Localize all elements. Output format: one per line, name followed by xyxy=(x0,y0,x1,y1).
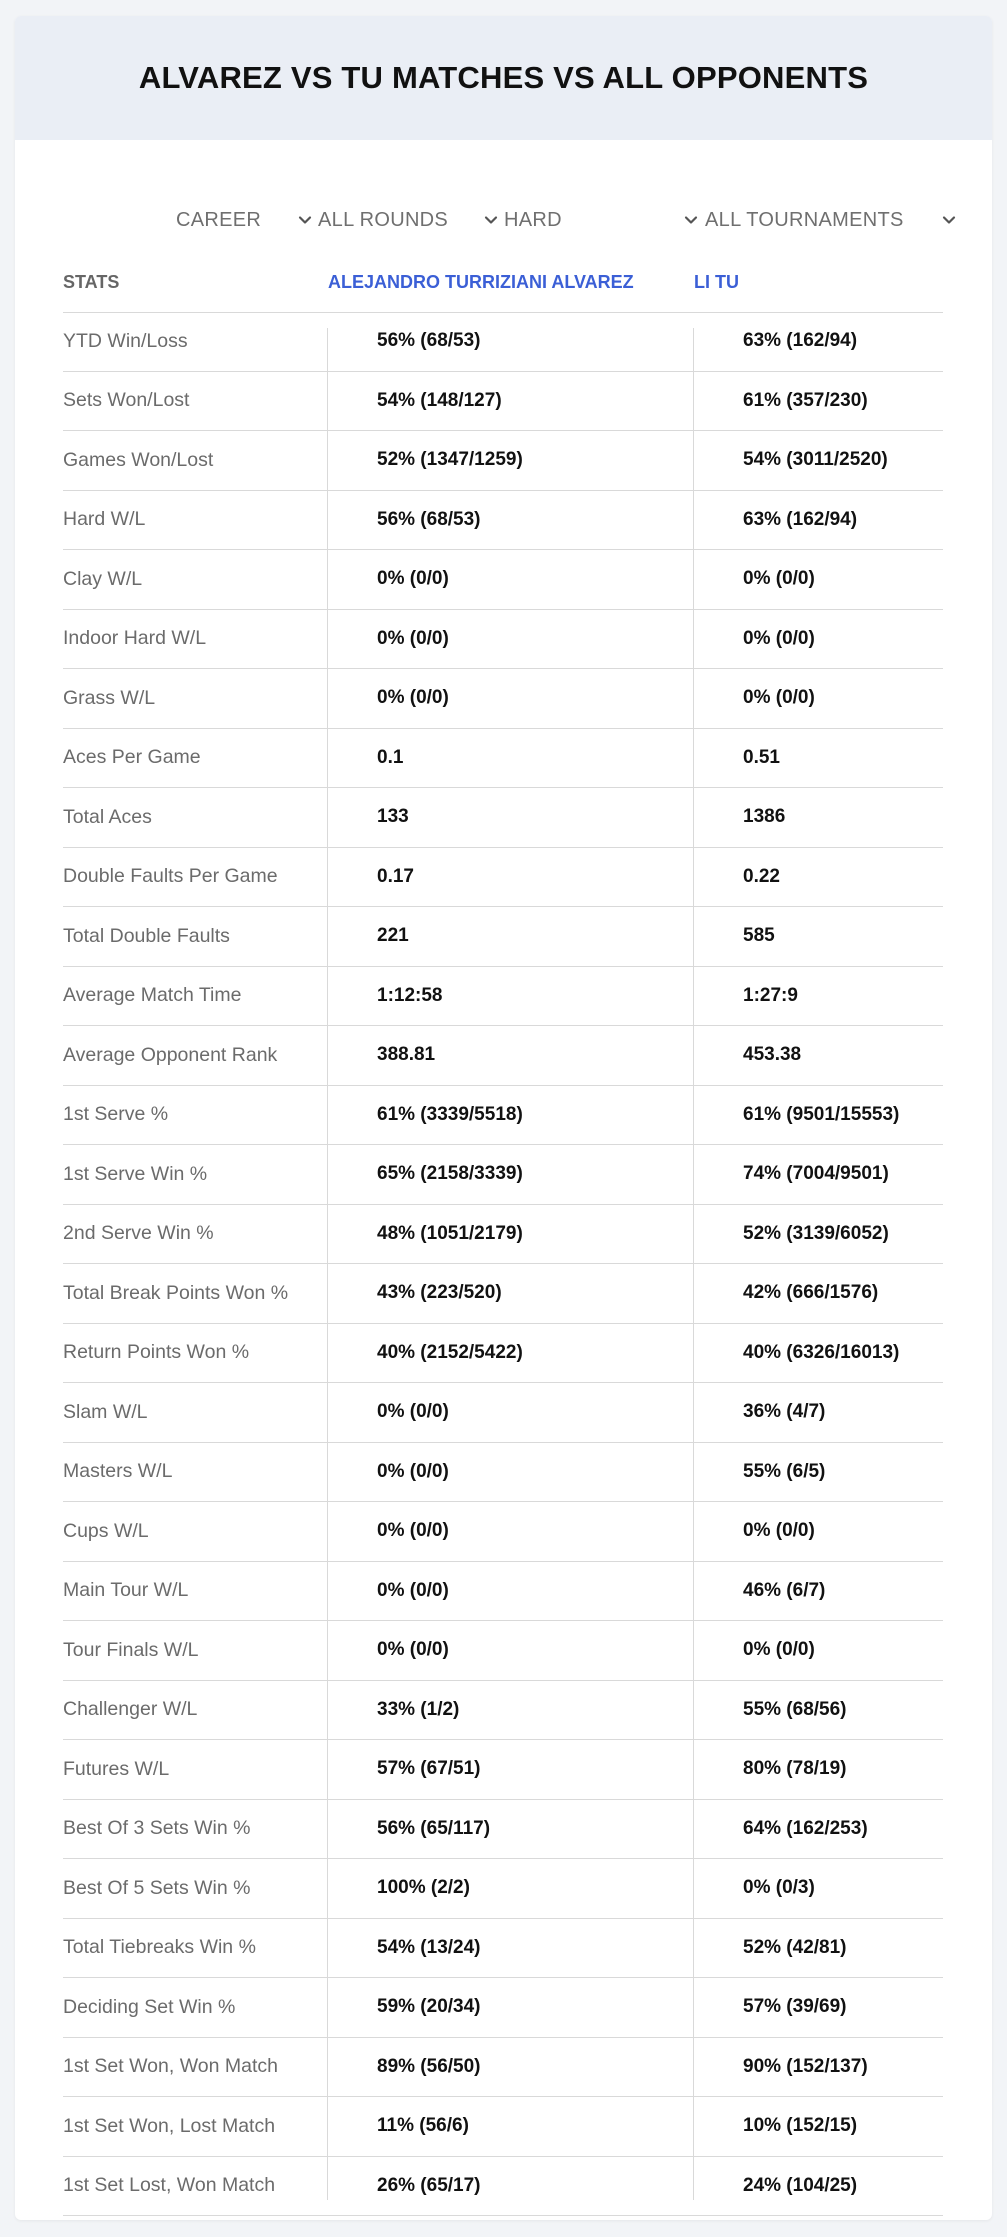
stat-label: Return Points Won % xyxy=(63,1341,250,1364)
player2-value: 0% (0/0) xyxy=(743,1520,815,1542)
table-row xyxy=(63,1026,943,1086)
player2-value: 24% (104/25) xyxy=(743,2174,858,2196)
stat-label: Masters W/L xyxy=(63,1460,173,1483)
table-row xyxy=(63,372,943,432)
table-row xyxy=(63,1502,943,1562)
stat-label: Aces Per Game xyxy=(63,746,201,769)
player1-value: 0% (0/0) xyxy=(377,1639,449,1661)
player2-value: 1:27:9 xyxy=(743,984,798,1006)
player2-value: 46% (6/7) xyxy=(743,1579,826,1601)
table-row xyxy=(63,1205,943,1265)
table-row xyxy=(63,2038,943,2098)
player2-value: 453.38 xyxy=(743,1044,802,1066)
table-header xyxy=(63,252,943,313)
player1-value: 133 xyxy=(377,806,409,828)
chevron-down-icon xyxy=(683,212,699,228)
player1-value: 40% (2152/5422) xyxy=(377,1341,523,1363)
filter-bar xyxy=(15,192,992,248)
tournaments-filter-value: ALL TOURNAMENTS xyxy=(705,208,904,231)
stat-label: Deciding Set Win % xyxy=(63,1995,236,2018)
stat-label: Double Faults Per Game xyxy=(63,865,278,888)
player1-value: 11% (56/6) xyxy=(377,2115,469,2137)
table-row xyxy=(63,1324,943,1384)
player1-name-link[interactable]: ALEJANDRO TURRIZIANI ALVAREZ xyxy=(328,272,634,292)
surface-filter-value: HARD xyxy=(504,208,562,231)
player2-value: 64% (162/253) xyxy=(743,1817,868,1839)
table-row xyxy=(63,610,943,670)
tournaments-filter-select[interactable] xyxy=(705,192,957,248)
chevron-down-icon xyxy=(297,212,313,228)
player1-value: 0% (0/0) xyxy=(377,1520,449,1542)
player1-value: 52% (1347/1259) xyxy=(377,449,523,471)
table-row xyxy=(63,1264,943,1324)
player1-value: 0.17 xyxy=(377,865,414,887)
table-row xyxy=(63,1681,943,1741)
table-row xyxy=(63,848,943,908)
player2-value: 0% (0/0) xyxy=(743,568,815,590)
stat-label: Slam W/L xyxy=(63,1400,148,1423)
stat-label: Average Match Time xyxy=(63,984,242,1007)
player1-value: 65% (2158/3339) xyxy=(377,1163,523,1185)
stat-label: Total Break Points Won % xyxy=(63,1281,289,1304)
player2-value: 0.51 xyxy=(743,746,780,768)
table-row xyxy=(63,312,943,372)
player2-value: 52% (42/81) xyxy=(743,1936,847,1958)
career-filter-select[interactable] xyxy=(176,192,313,248)
player2-value: 1386 xyxy=(743,806,786,828)
player2-value: 40% (6326/16013) xyxy=(743,1341,900,1363)
player1-value: 56% (65/117) xyxy=(377,1817,491,1839)
stats-card xyxy=(15,16,992,2220)
stat-label: Grass W/L xyxy=(63,686,156,709)
player1-value: 100% (2/2) xyxy=(377,1877,470,1899)
player1-value: 0% (0/0) xyxy=(377,687,449,709)
player2-value: 61% (357/230) xyxy=(743,389,868,411)
player1-value: 54% (13/24) xyxy=(377,1936,481,1958)
stat-label: Futures W/L xyxy=(63,1757,170,1780)
stat-label: 1st Serve % xyxy=(63,1103,169,1126)
stats-column-header: STATS xyxy=(63,272,120,292)
table-row xyxy=(63,1086,943,1146)
table-row xyxy=(63,491,943,551)
stat-label: Sets Won/Lost xyxy=(63,389,190,412)
player2-value: 63% (162/94) xyxy=(743,508,858,530)
player2-value: 0.22 xyxy=(743,865,780,887)
player1-value: 48% (1051/2179) xyxy=(377,1222,523,1244)
player2-value: 55% (68/56) xyxy=(743,1698,847,1720)
stat-label: Challenger W/L xyxy=(63,1698,198,1721)
stat-label: YTD Win/Loss xyxy=(63,329,188,352)
stat-label: Games Won/Lost xyxy=(63,448,214,471)
table-row xyxy=(63,1383,943,1443)
player1-value: 56% (68/53) xyxy=(377,330,481,352)
stat-label: Tour Finals W/L xyxy=(63,1638,199,1661)
table-row xyxy=(63,788,943,848)
stat-label: Main Tour W/L xyxy=(63,1579,189,1602)
player1-value: 61% (3339/5518) xyxy=(377,1103,523,1125)
player2-value: 0% (0/3) xyxy=(743,1877,815,1899)
stat-label: Average Opponent Rank xyxy=(63,1043,278,1066)
table-row xyxy=(63,550,943,610)
career-filter-value: CAREER xyxy=(176,208,262,231)
stat-label: 1st Set Won, Won Match xyxy=(63,2055,278,2078)
stat-label: Indoor Hard W/L xyxy=(63,627,207,650)
table-row xyxy=(63,2157,943,2217)
player1-value: 0% (0/0) xyxy=(377,1579,449,1601)
chevron-down-icon xyxy=(483,212,499,228)
chevron-down-icon xyxy=(941,212,957,228)
player1-value: 0% (0/0) xyxy=(377,568,449,590)
player2-value: 52% (3139/6052) xyxy=(743,1222,889,1244)
player1-value: 0% (0/0) xyxy=(377,1460,449,1482)
player2-value: 55% (6/5) xyxy=(743,1460,826,1482)
player2-value: 80% (78/19) xyxy=(743,1758,847,1780)
player2-value: 61% (9501/15553) xyxy=(743,1103,900,1125)
stat-label: Best Of 5 Sets Win % xyxy=(63,1876,251,1899)
player2-value: 585 xyxy=(743,925,775,947)
table-row xyxy=(63,669,943,729)
surface-filter-select[interactable] xyxy=(504,192,699,248)
rounds-filter-value: ALL ROUNDS xyxy=(318,208,449,231)
table-row xyxy=(63,1919,943,1979)
player1-value: 54% (148/127) xyxy=(377,389,502,411)
table-row xyxy=(63,907,943,967)
table-row xyxy=(63,1800,943,1860)
player2-name-link[interactable]: LI TU xyxy=(694,272,739,292)
table-row xyxy=(63,1978,943,2038)
table-row xyxy=(63,1562,943,1622)
stat-label: 1st Serve Win % xyxy=(63,1162,208,1185)
player1-value: 0% (0/0) xyxy=(377,627,449,649)
player1-value: 57% (67/51) xyxy=(377,1758,481,1780)
stat-label: Hard W/L xyxy=(63,508,146,531)
page-title: ALVAREZ VS TU MATCHES VS ALL OPPONENTS xyxy=(138,60,869,95)
player2-value: 0% (0/0) xyxy=(743,1639,815,1661)
stat-label: Clay W/L xyxy=(63,567,143,590)
table-row xyxy=(63,2097,943,2157)
stat-label: 1st Set Lost, Won Match xyxy=(63,2174,276,2197)
player1-value: 89% (56/50) xyxy=(377,2055,481,2077)
stat-label: Cups W/L xyxy=(63,1519,149,1542)
stat-label: Total Double Faults xyxy=(63,924,230,947)
player1-value: 221 xyxy=(377,925,409,947)
table-row xyxy=(63,1621,943,1681)
player1-value: 43% (223/520) xyxy=(377,1282,502,1304)
card-header xyxy=(15,16,992,140)
rounds-filter-select[interactable] xyxy=(318,192,499,248)
table-row xyxy=(63,967,943,1027)
table-row xyxy=(63,1859,943,1919)
table-row xyxy=(63,729,943,789)
player2-value: 42% (666/1576) xyxy=(743,1282,879,1304)
player2-value: 57% (39/69) xyxy=(743,1996,847,2018)
player2-value: 0% (0/0) xyxy=(743,627,815,649)
table-row xyxy=(63,431,943,491)
player2-value: 74% (7004/9501) xyxy=(743,1163,889,1185)
stats-table-body xyxy=(63,312,943,2216)
player1-value: 0% (0/0) xyxy=(377,1401,449,1423)
stat-label: Best Of 3 Sets Win % xyxy=(63,1817,251,1840)
table-row xyxy=(63,1443,943,1503)
player1-value: 0.1 xyxy=(377,746,404,768)
table-row xyxy=(63,1145,943,1205)
table-row xyxy=(63,1740,943,1800)
player2-value: 10% (152/15) xyxy=(743,2115,858,2137)
player2-value: 36% (4/7) xyxy=(743,1401,826,1423)
player1-value: 33% (1/2) xyxy=(377,1698,460,1720)
player1-value: 388.81 xyxy=(377,1044,436,1066)
stat-label: 1st Set Won, Lost Match xyxy=(63,2114,276,2137)
stat-label: Total Tiebreaks Win % xyxy=(63,1936,256,1959)
player1-value: 56% (68/53) xyxy=(377,508,481,530)
stat-label: 2nd Serve Win % xyxy=(63,1222,214,1245)
stat-label: Total Aces xyxy=(63,805,152,828)
player2-value: 54% (3011/2520) xyxy=(743,449,888,471)
player1-value: 59% (20/34) xyxy=(377,1996,481,2018)
player2-value: 90% (152/137) xyxy=(743,2055,868,2077)
player2-value: 0% (0/0) xyxy=(743,687,815,709)
player1-value: 1:12:58 xyxy=(377,984,443,1006)
player1-value: 26% (65/17) xyxy=(377,2174,481,2196)
player2-value: 63% (162/94) xyxy=(743,330,858,352)
